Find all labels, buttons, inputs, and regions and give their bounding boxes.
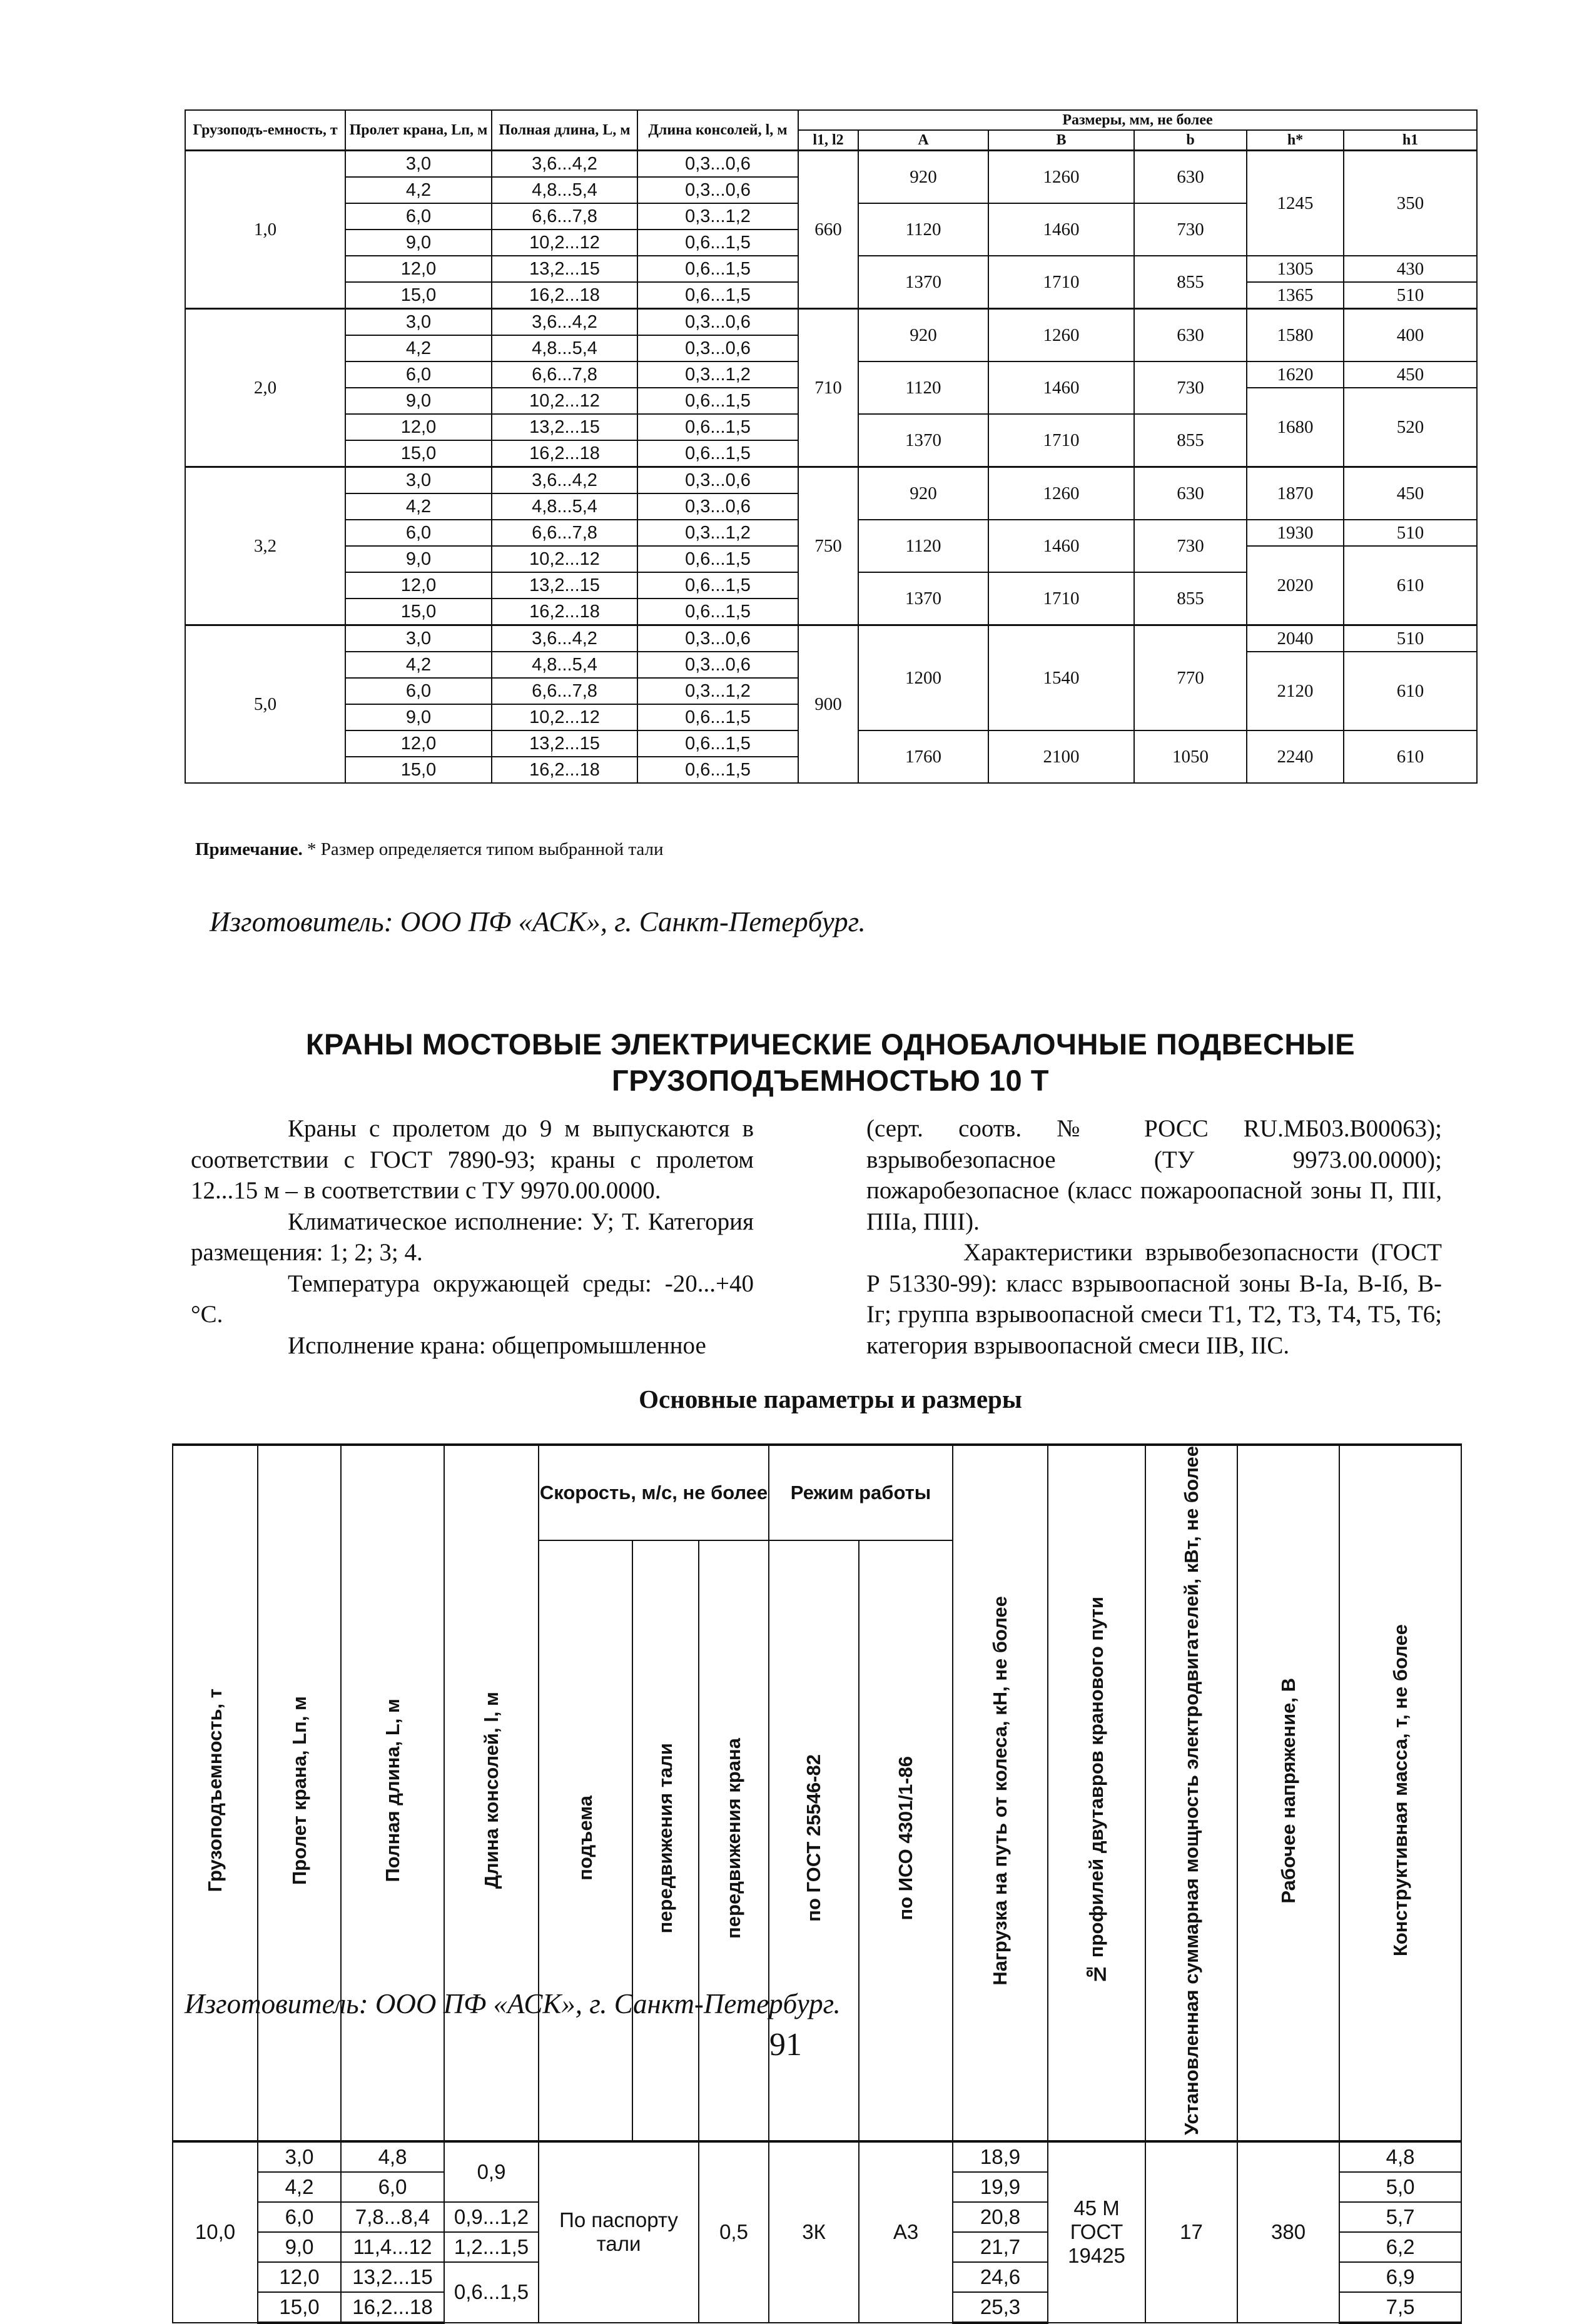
- console-cell: 0,6...1,5: [637, 282, 798, 309]
- span-cell: 9,0: [345, 546, 492, 572]
- t2-speed-lift-hoist: По паспорту тали: [539, 2141, 699, 2323]
- capacity-cell: 3,2: [185, 467, 345, 625]
- header-capacity: Грузоподъ-емность, т: [185, 110, 345, 151]
- table-row: [185, 625, 1477, 652]
- table-row: [185, 309, 1477, 336]
- t2-mode-iso: А3: [859, 2141, 953, 2323]
- text-column-left: [191, 1113, 754, 1361]
- t2-power: 17: [1145, 2141, 1237, 2323]
- t2-header-rail-profile: № профилей двутавров кранового пути: [1048, 1445, 1145, 2141]
- length-cell: 6,6...7,8: [492, 520, 637, 546]
- console-cell: 0,3...0,6: [637, 493, 798, 520]
- length-cell: 10,2...12: [492, 704, 637, 730]
- t2-wheel-load: 20,8: [953, 2202, 1048, 2232]
- t2-rail-profile: 45 М ГОСТ 19425: [1048, 2141, 1145, 2323]
- console-cell: 0,3...0,6: [637, 625, 798, 652]
- h-star-cell: 1305: [1247, 256, 1344, 282]
- length-cell: 3,6...4,2: [492, 309, 637, 336]
- paragraph: Краны с пролетом до 9 м выпускаются в соответствии с ГОСТ 7890-93; краны с пролетом 12...15 м – в соответствии с ТУ 9970.00.0000.: [191, 1115, 754, 1204]
- t2-span: 9,0: [258, 2232, 341, 2262]
- t2-header-mode: Режим работы: [769, 1445, 953, 1540]
- header-l1l2: l1, l2: [798, 130, 858, 151]
- dim-B-cell: 1540: [988, 625, 1134, 731]
- t2-mass: 5,7: [1339, 2202, 1461, 2232]
- t2-header-speed-crane: передвижения крана: [699, 1540, 769, 2141]
- h-star-cell: 2120: [1247, 652, 1344, 730]
- console-cell: 0,6...1,5: [637, 256, 798, 282]
- header-length: Полная длина, L, м: [492, 110, 637, 151]
- span-cell: 3,0: [345, 309, 492, 336]
- t2-length: 13,2...15: [341, 2262, 444, 2292]
- console-cell: 0,6...1,5: [637, 546, 798, 572]
- table-note: [195, 839, 664, 860]
- t2-mass: 6,2: [1339, 2232, 1461, 2262]
- t2-mass: 6,9: [1339, 2262, 1461, 2292]
- length-cell: 6,6...7,8: [492, 678, 637, 704]
- h-star-cell: 2240: [1247, 730, 1344, 783]
- t2-wheel-load: 18,9: [953, 2141, 1048, 2172]
- dim-B-cell: 1460: [988, 520, 1134, 572]
- span-cell: 9,0: [345, 388, 492, 414]
- h-star-cell: 1680: [1247, 388, 1344, 467]
- dim-b-cell: 730: [1134, 520, 1247, 572]
- dim-B-cell: 1260: [988, 467, 1134, 520]
- note-text: * Размер определяется типом выбранной тали: [302, 839, 664, 859]
- h-star-cell: 1620: [1247, 361, 1344, 388]
- span-cell: 9,0: [345, 704, 492, 730]
- t2-span: 15,0: [258, 2292, 341, 2323]
- console-cell: 0,6...1,5: [637, 388, 798, 414]
- text-column-right: [866, 1113, 1442, 1361]
- crane-dimensions-table: [185, 109, 1478, 784]
- span-cell: 6,0: [345, 361, 492, 388]
- span-cell: 6,0: [345, 678, 492, 704]
- span-cell: 3,0: [345, 467, 492, 494]
- l1l2-cell: 710: [798, 309, 858, 467]
- t2-console: 1,2...1,5: [444, 2232, 539, 2262]
- l1l2-cell: 750: [798, 467, 858, 625]
- t2-mode-gost: 3К: [769, 2141, 859, 2323]
- span-cell: 12,0: [345, 256, 492, 282]
- console-cell: 0,3...0,6: [637, 652, 798, 678]
- h1-cell: 430: [1344, 256, 1477, 282]
- dim-b-cell: 855: [1134, 572, 1247, 625]
- t2-wheel-load: 21,7: [953, 2232, 1048, 2262]
- table-row: [185, 467, 1477, 494]
- h1-cell: 400: [1344, 309, 1477, 362]
- paragraph: (серт. соотв. № РОСС RU.МБ03.В00063); взрывобезопасное (ТУ 9973.00.0000); пожаробезопасное (класс пожароопасной зоны П, ПII, ПIIа, ПIII).: [866, 1115, 1442, 1235]
- dim-b-cell: 630: [1134, 467, 1247, 520]
- length-cell: 10,2...12: [492, 388, 637, 414]
- main-parameters-table: [172, 1443, 1462, 2324]
- console-cell: 0,6...1,5: [637, 440, 798, 467]
- span-cell: 15,0: [345, 757, 492, 783]
- length-cell: 16,2...18: [492, 757, 637, 783]
- t2-header-speed-hoist: передвижения тали: [632, 1540, 699, 2141]
- console-cell: 0,6...1,5: [637, 599, 798, 625]
- span-cell: 4,2: [345, 652, 492, 678]
- t2-length: 11,4...12: [341, 2232, 444, 2262]
- header-A: A: [858, 130, 988, 151]
- t2-voltage: 380: [1237, 2141, 1339, 2323]
- h-star-cell: 1245: [1247, 151, 1344, 256]
- dim-A-cell: 920: [858, 467, 988, 520]
- t2-header-speed: Скорость, м/с, не более: [539, 1445, 769, 1540]
- dim-b-cell: 855: [1134, 256, 1247, 309]
- length-cell: 4,8...5,4: [492, 493, 637, 520]
- dim-B-cell: 1710: [988, 414, 1134, 467]
- t2-span: 4,2: [258, 2172, 341, 2202]
- paragraph: Температура окружающей среды: -20...+40 °С.: [191, 1270, 754, 1328]
- manufacturer-line: Изготовитель: ООО ПФ «АСК», г. Санкт-Петербург.: [210, 906, 866, 937]
- l1l2-cell: 660: [798, 151, 858, 309]
- dim-B-cell: 1460: [988, 203, 1134, 256]
- span-cell: 4,2: [345, 177, 492, 203]
- table-subheading: Основные параметры и размеры: [639, 1385, 1022, 1413]
- length-cell: 6,6...7,8: [492, 361, 637, 388]
- t2-capacity: 10,0: [173, 2141, 258, 2323]
- dim-B-cell: 1460: [988, 361, 1134, 414]
- dim-b-cell: 630: [1134, 151, 1247, 204]
- length-cell: 16,2...18: [492, 282, 637, 309]
- console-cell: 0,6...1,5: [637, 230, 798, 256]
- console-cell: 0,3...1,2: [637, 678, 798, 704]
- l1l2-cell: 900: [798, 625, 858, 784]
- h-star-cell: 1870: [1247, 467, 1344, 520]
- header-h1: h1: [1344, 130, 1477, 151]
- t2-header-voltage: Рабочее напряжение, В: [1237, 1445, 1339, 2141]
- header-sizes: Размеры, мм, не более: [798, 110, 1477, 130]
- h-star-cell: 1930: [1247, 520, 1344, 546]
- span-cell: 15,0: [345, 282, 492, 309]
- t2-header-console: Длина консолей, l, м: [444, 1445, 539, 2141]
- capacity-cell: 2,0: [185, 309, 345, 467]
- table-row: [185, 151, 1477, 178]
- paragraph: Исполнение крана: общепромышленное: [288, 1331, 706, 1359]
- length-cell: 4,8...5,4: [492, 652, 637, 678]
- dim-A-cell: 920: [858, 309, 988, 362]
- length-cell: 13,2...15: [492, 572, 637, 599]
- t2-header-mode-iso: по ИСО 4301/1-86: [859, 1540, 953, 2141]
- t2-console: 0,6...1,5: [444, 2262, 539, 2323]
- paragraph: Климатическое исполнение: У; Т. Категория размещения: 1; 2; 3; 4.: [191, 1208, 754, 1266]
- span-cell: 12,0: [345, 572, 492, 599]
- dim-b-cell: 630: [1134, 309, 1247, 362]
- h1-cell: 610: [1344, 652, 1477, 730]
- dim-B-cell: 1260: [988, 309, 1134, 362]
- console-cell: 0,3...0,6: [637, 151, 798, 178]
- length-cell: 10,2...12: [492, 230, 637, 256]
- page-number: 91: [769, 2027, 802, 2063]
- h-star-cell: 1580: [1247, 309, 1344, 362]
- dim-A-cell: 1370: [858, 414, 988, 467]
- header-span: Пролет крана, Lп, м: [345, 110, 492, 151]
- t2-mass: 7,5: [1339, 2292, 1461, 2323]
- manufacturer-line: Изготовитель: ООО ПФ «АСК», г. Санкт-Петербург.: [185, 1988, 841, 2019]
- span-cell: 6,0: [345, 520, 492, 546]
- t2-span: 6,0: [258, 2202, 341, 2232]
- dim-b-cell: 730: [1134, 203, 1247, 256]
- t2-span: 12,0: [258, 2262, 341, 2292]
- length-cell: 10,2...12: [492, 546, 637, 572]
- dim-B-cell: 1260: [988, 151, 1134, 204]
- span-cell: 3,0: [345, 151, 492, 178]
- span-cell: 15,0: [345, 599, 492, 625]
- t2-header-speed-lift: подъема: [539, 1540, 632, 2141]
- t2-header-length: Полная длина, L, м: [341, 1445, 444, 2141]
- h1-cell: 450: [1344, 467, 1477, 520]
- t2-length: 4,8: [341, 2141, 444, 2172]
- dim-A-cell: 1760: [858, 730, 988, 783]
- length-cell: 16,2...18: [492, 440, 637, 467]
- t2-console: 0,9...1,2: [444, 2202, 539, 2232]
- length-cell: 3,6...4,2: [492, 151, 637, 178]
- dim-A-cell: 1370: [858, 572, 988, 625]
- h-star-cell: 2020: [1247, 546, 1344, 625]
- console-cell: 0,3...0,6: [637, 335, 798, 361]
- t2-speed-crane: 0,5: [699, 2141, 769, 2323]
- t2-header-wheel-load: Нагрузка на путь от колеса, кН, не более: [953, 1445, 1048, 2141]
- t2-length: 7,8...8,4: [341, 2202, 444, 2232]
- paragraph: Характеристики взрывобезопасности (ГОСТ Р 51330-99): класс взрывоопасной зоны В-Iа, В-Iб, В-Iг; группа взрывоопасной смеси Т1, Т2, Т3, Т4, Т5, Т6; категория взрывоопасной смеси IIВ, IIС.: [866, 1239, 1442, 1359]
- console-cell: 0,3...0,6: [637, 309, 798, 336]
- span-cell: 3,0: [345, 625, 492, 652]
- t2-wheel-load: 19,9: [953, 2172, 1048, 2202]
- t2-header-mode-gost: по ГОСТ 25546-82: [769, 1540, 859, 2141]
- console-cell: 0,3...1,2: [637, 361, 798, 388]
- t2-header-mass: Конструктивная масса, т, не более: [1339, 1445, 1461, 2141]
- h1-cell: 510: [1344, 520, 1477, 546]
- dim-B-cell: 1710: [988, 256, 1134, 309]
- section-title-line2: ГРУЗОПОДЪЕМНОСТЬЮ 10 Т: [612, 1064, 1049, 1097]
- console-cell: 0,3...1,2: [637, 520, 798, 546]
- console-cell: 0,6...1,5: [637, 572, 798, 599]
- dim-b-cell: 855: [1134, 414, 1247, 467]
- t2-header-span: Пролет крана, Lп, м: [258, 1445, 341, 2141]
- h-star-cell: 2040: [1247, 625, 1344, 652]
- length-cell: 6,6...7,8: [492, 203, 637, 230]
- h1-cell: 450: [1344, 361, 1477, 388]
- span-cell: 9,0: [345, 230, 492, 256]
- console-cell: 0,6...1,5: [637, 757, 798, 783]
- dim-A-cell: 1200: [858, 625, 988, 731]
- dim-A-cell: 1120: [858, 520, 988, 572]
- length-cell: 13,2...15: [492, 256, 637, 282]
- t2-wheel-load: 24,6: [953, 2262, 1048, 2292]
- dim-A-cell: 1370: [858, 256, 988, 309]
- console-cell: 0,3...0,6: [637, 177, 798, 203]
- console-cell: 0,3...1,2: [637, 203, 798, 230]
- console-cell: 0,6...1,5: [637, 414, 798, 440]
- h-star-cell: 1365: [1247, 282, 1344, 309]
- capacity-cell: 5,0: [185, 625, 345, 784]
- dim-b-cell: 770: [1134, 625, 1247, 731]
- table-row: [173, 2141, 1461, 2172]
- h1-cell: 520: [1344, 388, 1477, 467]
- t2-wheel-load: 25,3: [953, 2292, 1048, 2323]
- dim-A-cell: 920: [858, 151, 988, 204]
- t2-length: 16,2...18: [341, 2292, 444, 2323]
- h1-cell: 610: [1344, 730, 1477, 783]
- span-cell: 12,0: [345, 414, 492, 440]
- t2-mass: 5,0: [1339, 2172, 1461, 2202]
- t2-header-power: Установленная суммарная мощность электродвигателей, кВт, не более: [1145, 1445, 1237, 2141]
- t2-length: 6,0: [341, 2172, 444, 2202]
- dim-b-cell: 730: [1134, 361, 1247, 414]
- h1-cell: 510: [1344, 282, 1477, 309]
- console-cell: 0,3...0,6: [637, 467, 798, 494]
- t2-span: 3,0: [258, 2141, 341, 2172]
- length-cell: 4,8...5,4: [492, 335, 637, 361]
- length-cell: 13,2...15: [492, 730, 637, 757]
- span-cell: 4,2: [345, 335, 492, 361]
- note-label: Примечание.: [195, 839, 303, 859]
- span-cell: 15,0: [345, 440, 492, 467]
- h1-cell: 350: [1344, 151, 1477, 256]
- dim-B-cell: 1710: [988, 572, 1134, 625]
- length-cell: 13,2...15: [492, 414, 637, 440]
- length-cell: 16,2...18: [492, 599, 637, 625]
- header-B: B: [988, 130, 1134, 151]
- header-b: b: [1134, 130, 1247, 151]
- t2-mass: 4,8: [1339, 2141, 1461, 2172]
- length-cell: 3,6...4,2: [492, 467, 637, 494]
- header-console: Длина консолей, l, м: [637, 110, 798, 151]
- h1-cell: 510: [1344, 625, 1477, 652]
- console-cell: 0,6...1,5: [637, 730, 798, 757]
- t2-console: 0,9: [444, 2141, 539, 2202]
- console-cell: 0,6...1,5: [637, 704, 798, 730]
- length-cell: 4,8...5,4: [492, 177, 637, 203]
- header-h-star: h*: [1247, 130, 1344, 151]
- dim-b-cell: 1050: [1134, 730, 1247, 783]
- h1-cell: 610: [1344, 546, 1477, 625]
- capacity-cell: 1,0: [185, 151, 345, 309]
- t2-header-capacity: Грузоподъемность, т: [173, 1445, 258, 2141]
- span-cell: 12,0: [345, 730, 492, 757]
- section-title-line1: КРАНЫ МОСТОВЫЕ ЭЛЕКТРИЧЕСКИЕ ОДНОБАЛОЧНЫЕ ПОДВЕСНЫЕ: [305, 1028, 1356, 1061]
- dim-A-cell: 1120: [858, 203, 988, 256]
- crane-dimensions-body: [185, 151, 1477, 784]
- span-cell: 4,2: [345, 493, 492, 520]
- span-cell: 6,0: [345, 203, 492, 230]
- dim-B-cell: 2100: [988, 730, 1134, 783]
- length-cell: 3,6...4,2: [492, 625, 637, 652]
- dim-A-cell: 1120: [858, 361, 988, 414]
